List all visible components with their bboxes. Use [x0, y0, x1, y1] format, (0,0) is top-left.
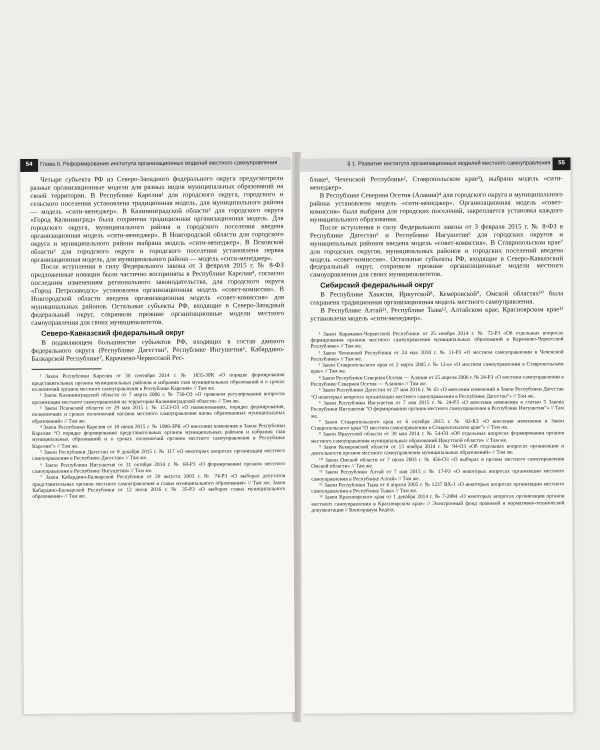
right-section-paragraph: В Республике Алтай¹¹, Республике Тыва¹², Алтайском крае, Красноярском крае¹³ установлена модель «сити-менеджер». — [310, 306, 564, 323]
footnote: ⁶ Закон Республики Ингушетия от 7 мая 2015 г. № 24-РЗ «О внесении изменения в статью 5 Закона Республики Ингушетия “О формировании органов местного самоуправления в Республике Ингушетия”» // Там же. — [310, 399, 564, 420]
footnote: ¹⁰ Закон Омской области от 7 июля 2003 г. № 456-ОЗ «О выборах в органы местного самоуправления Омской области» // Там же. — [311, 455, 565, 470]
right-section-heading: Сибирский федеральный округ — [320, 280, 434, 290]
footnote: ⁶ Закон Республики Ингушетия от 31 октября 2014 г. № 60-РЗ «О формировании органов местного самоуправления в Республике Ингушетия» // Там же. — [32, 460, 286, 475]
footnote: ¹² Закон Республики Тыва от 6 апреля 2005 г. № 1237 ВХ-1 «О некоторых вопросах организации местного самоуправления в Республике Тыва» // Там же. — [311, 481, 565, 495]
right-paragraph: После вступления в силу Федерального закона от 3 февраля 2015 г. № 8-ФЗ в Республике Дагестан⁵ и Республике Ингушетия⁶ для городских округов и муниципальных районов введена модель «совет-комиссия». В Ставропольском крае⁷ для городских округов, муниципальных районов и городских поселений введена модель «совет-комиссия». Остальные субъекты РФ, входящие в Северо-Кавказский федеральный округ, сохранили прежние организационные модели местного самоуправления для своих муниципалитетов. — [309, 223, 564, 280]
right-running-head — [300, 157, 571, 171]
footnote: ³ Закон Псковской области от 29 мая 2015 г. № 1533-ОЗ «О наименованиях, порядке формирования, полномочиях и сроках полномочий органов местного самоуправления вновь образованных муниципальных образований» // Там же. — [31, 404, 285, 425]
footnote: ⁴ Закон Республики Северная Осетия — Алания от 25 апреля 2006 г. № 24-РЗ «О местном самоуправлении в Республике Северная Осетия — Алания» // Там же. — [310, 374, 564, 388]
footnote: ⁵ Закон Республики Дагестан от 8 декабря 2015 г. № 117 «О некоторых вопросах организации местного самоуправления в Республике Дагестан» // Там же. — [32, 448, 286, 463]
left-paragraph: После вступления в силу Федерального закона от 3 февраля 2015 г. № 8-ФЗ предложенные новации были частично восприняты в Республике Карелия⁴, согласно последним изменениям регионального законодательства, для городского округа «Город Петрозаводск» установлена организационная модель «совет-комиссия». В Новгородской области введена организационная модель «совет-комиссия» для муниципальных районов. Остальные субъекты РФ, входящие в Северо-Западный федеральный округ, сохранили прежние организационные модели местного самоуправления для своих муниципалитетов. — [30, 262, 285, 328]
footnote: ² Закон Калининградской области от 7 марта 2006 г. № 730-ОЗ «О правовом регулировании вопросов организации местного самоуправления на территории Калининградской области» // Там же. — [31, 391, 285, 406]
left-page-number: 54 — [20, 159, 38, 172]
footnote: ² Закон Чеченской Республики от 24 мая 2010 г. № 11-РЗ «О местном самоуправлении в Чеченской Республике» // Там же. — [310, 348, 564, 363]
right-footnotes — [310, 330, 564, 514]
right-page-number: 55 — [553, 157, 571, 170]
left-running-head — [20, 157, 291, 172]
left-main-text — [30, 175, 284, 363]
left-page — [20, 157, 295, 714]
right-paragraph: В Республике Северная Осетия (Алания)⁴ для городского округа и муниципального района установлена модель «сити-менеджер». Организационная модель «совет-комиссия» была выбрана для городских поселений, закрепляется установка каждого муниципального образования. — [309, 191, 563, 224]
right-page — [300, 157, 574, 713]
footnote: ⁴ Закон Республики Карелия от 18 июня 2015 г. № 1906-ЗРК «О внесении изменения в Закон Республики Карелия “О порядке формирования представительных органов муниципальных районов и избрания глав муниципальных образований и о сроках полномочий органов местного самоуправления в Республике Карелия”» // Там же. — [31, 422, 286, 450]
right-running-head-text: § 1. Развитие института организационных моделей местного самоуправления — [347, 160, 551, 168]
footnote: ¹ Закон Карачаево-Черкесской Республики от 25 ноября 2014 г. № 72-РЗ «Об отдельных вопросах формирования органов местного самоуправления муниципальных образований в Карачаево-Черкесской Республике» // Там же. — [310, 330, 564, 350]
footnote: ⁷ Закон Кабардино-Балкарской Республики от 20 августа 2003 г. № 74-РЗ «О выборах депутатов представительных органов местного самоуправления и главы муниципального образования» // Там же; Закон Кабардино-Балкарской Республики от 12 июля 2016 г. № 35-РЗ «О выборах главы муниципального образования» // Там же. — [32, 473, 286, 500]
footnote: ¹ Закон Республики Карелия от 30 сентября 2014 г. № 1835-ЗРК «О порядке формирования представительных органов муниципальных районов и избрания глав муниципальных образований и о сроках полномочий органов местного самоуправления в Республике Карелия» // Там же. — [31, 372, 285, 393]
right-main-text — [310, 175, 564, 323]
left-section-paragraph: В подавляющем большинстве субъектов РФ, входящих в состав данного федерального округа (Республике Дагестан⁵, Республике Ингушетия⁶, Кабардино-Балкарской Республике⁷, Карачаево-Черкесской Рес- — [31, 337, 285, 363]
right-section-paragraph: В Республике Хакасия, Иркутской⁸, Кемеровской⁹, Омской областях¹⁰ была сохранена традиционная организационная модель местного самоуправления. — [310, 290, 564, 307]
footnote-separator — [32, 369, 102, 370]
right-intro-paragraph: блике¹, Чеченской Республике², Ставропольском крае³), выбрана модель «сити-менеджер». — [309, 175, 563, 192]
left-running-head-text: Глава II. Реформирование института организационных моделей местного самоуправления — [40, 160, 278, 168]
footnote: ⁵ Закон Республики Дагестан от 27 мая 2016 г. № 43 «О внесении изменений в Закон Республики Дагестан “О некоторых вопросах организации местного самоуправления в Республике Дагестан”» // Там же. — [310, 386, 564, 401]
left-paragraph: Четыре субъекта РФ из Северо-Западного федерального округа предусмотрели разные организационные модели для разных видов муниципальных образований на своей территории. В Республике Карелия¹ для городского округа, городского и сельского поселения установлена традиционная модель, для муниципального района — модель «сити-менеджер». В Калининградской области² для городского округа «Город Калининград» была сохранена традиционная организационная модель. Для городского округа, муниципального района и городского поселения введена организационная модель «сити-менеджер». В Новгородской области для городского округа и муниципального района выбрана модель «сити-менеджер». В Псковской области³ для городского округа и городского поселения установлена первая организационная модель, для муниципального района — модель «сити-менеджер». — [30, 175, 284, 264]
footnote: ⁷ Закон Ставропольского края от 6 октября 2015 г. № 82-КЗ «О внесении изменения в Закон Ставропольского края “О местном самоуправлении в Ставропольском крае”» // Там же. — [310, 418, 564, 432]
left-footnotes — [32, 373, 286, 501]
left-section-heading: Северо-Кавказский федеральный округ — [41, 327, 185, 338]
footnote: ³ Закон Ставропольского края от 2 марта 2005 г. № 12-кз «О местном самоуправлении в Ставропольском крае» // Там же. — [310, 361, 564, 376]
footnote: ¹³ Закон Красноярского края от 1 декабря 2014 г. № 7-2884 «О некоторых вопросах организации органов местного самоуправления в Красноярском крае» // Электронный фонд правовой и нормативно-технической документации // Консорциум Кодекс. — [311, 493, 565, 514]
footnote: ⁹ Закон Кемеровской области от 13 ноября 2014 г. № 94-ОЗ «Об отдельных вопросах организации и деятельности органов местного самоуправления муниципальных образований» // Там же. — [311, 443, 565, 458]
footnote: ¹¹ Закон Республики Алтай от 7 мая 2015 г. № 17-РЗ «О некоторых вопросах организации местного самоуправления в Республике Алтай» // Там же. — [311, 468, 565, 483]
footnote: ⁸ Закон Иркутской области от 30 мая 2014 г. № 54-ОЗ «Об отдельных вопросах формирования органов местного самоуправления муниципальных образований Иркутской области» // Там же. — [311, 430, 565, 445]
